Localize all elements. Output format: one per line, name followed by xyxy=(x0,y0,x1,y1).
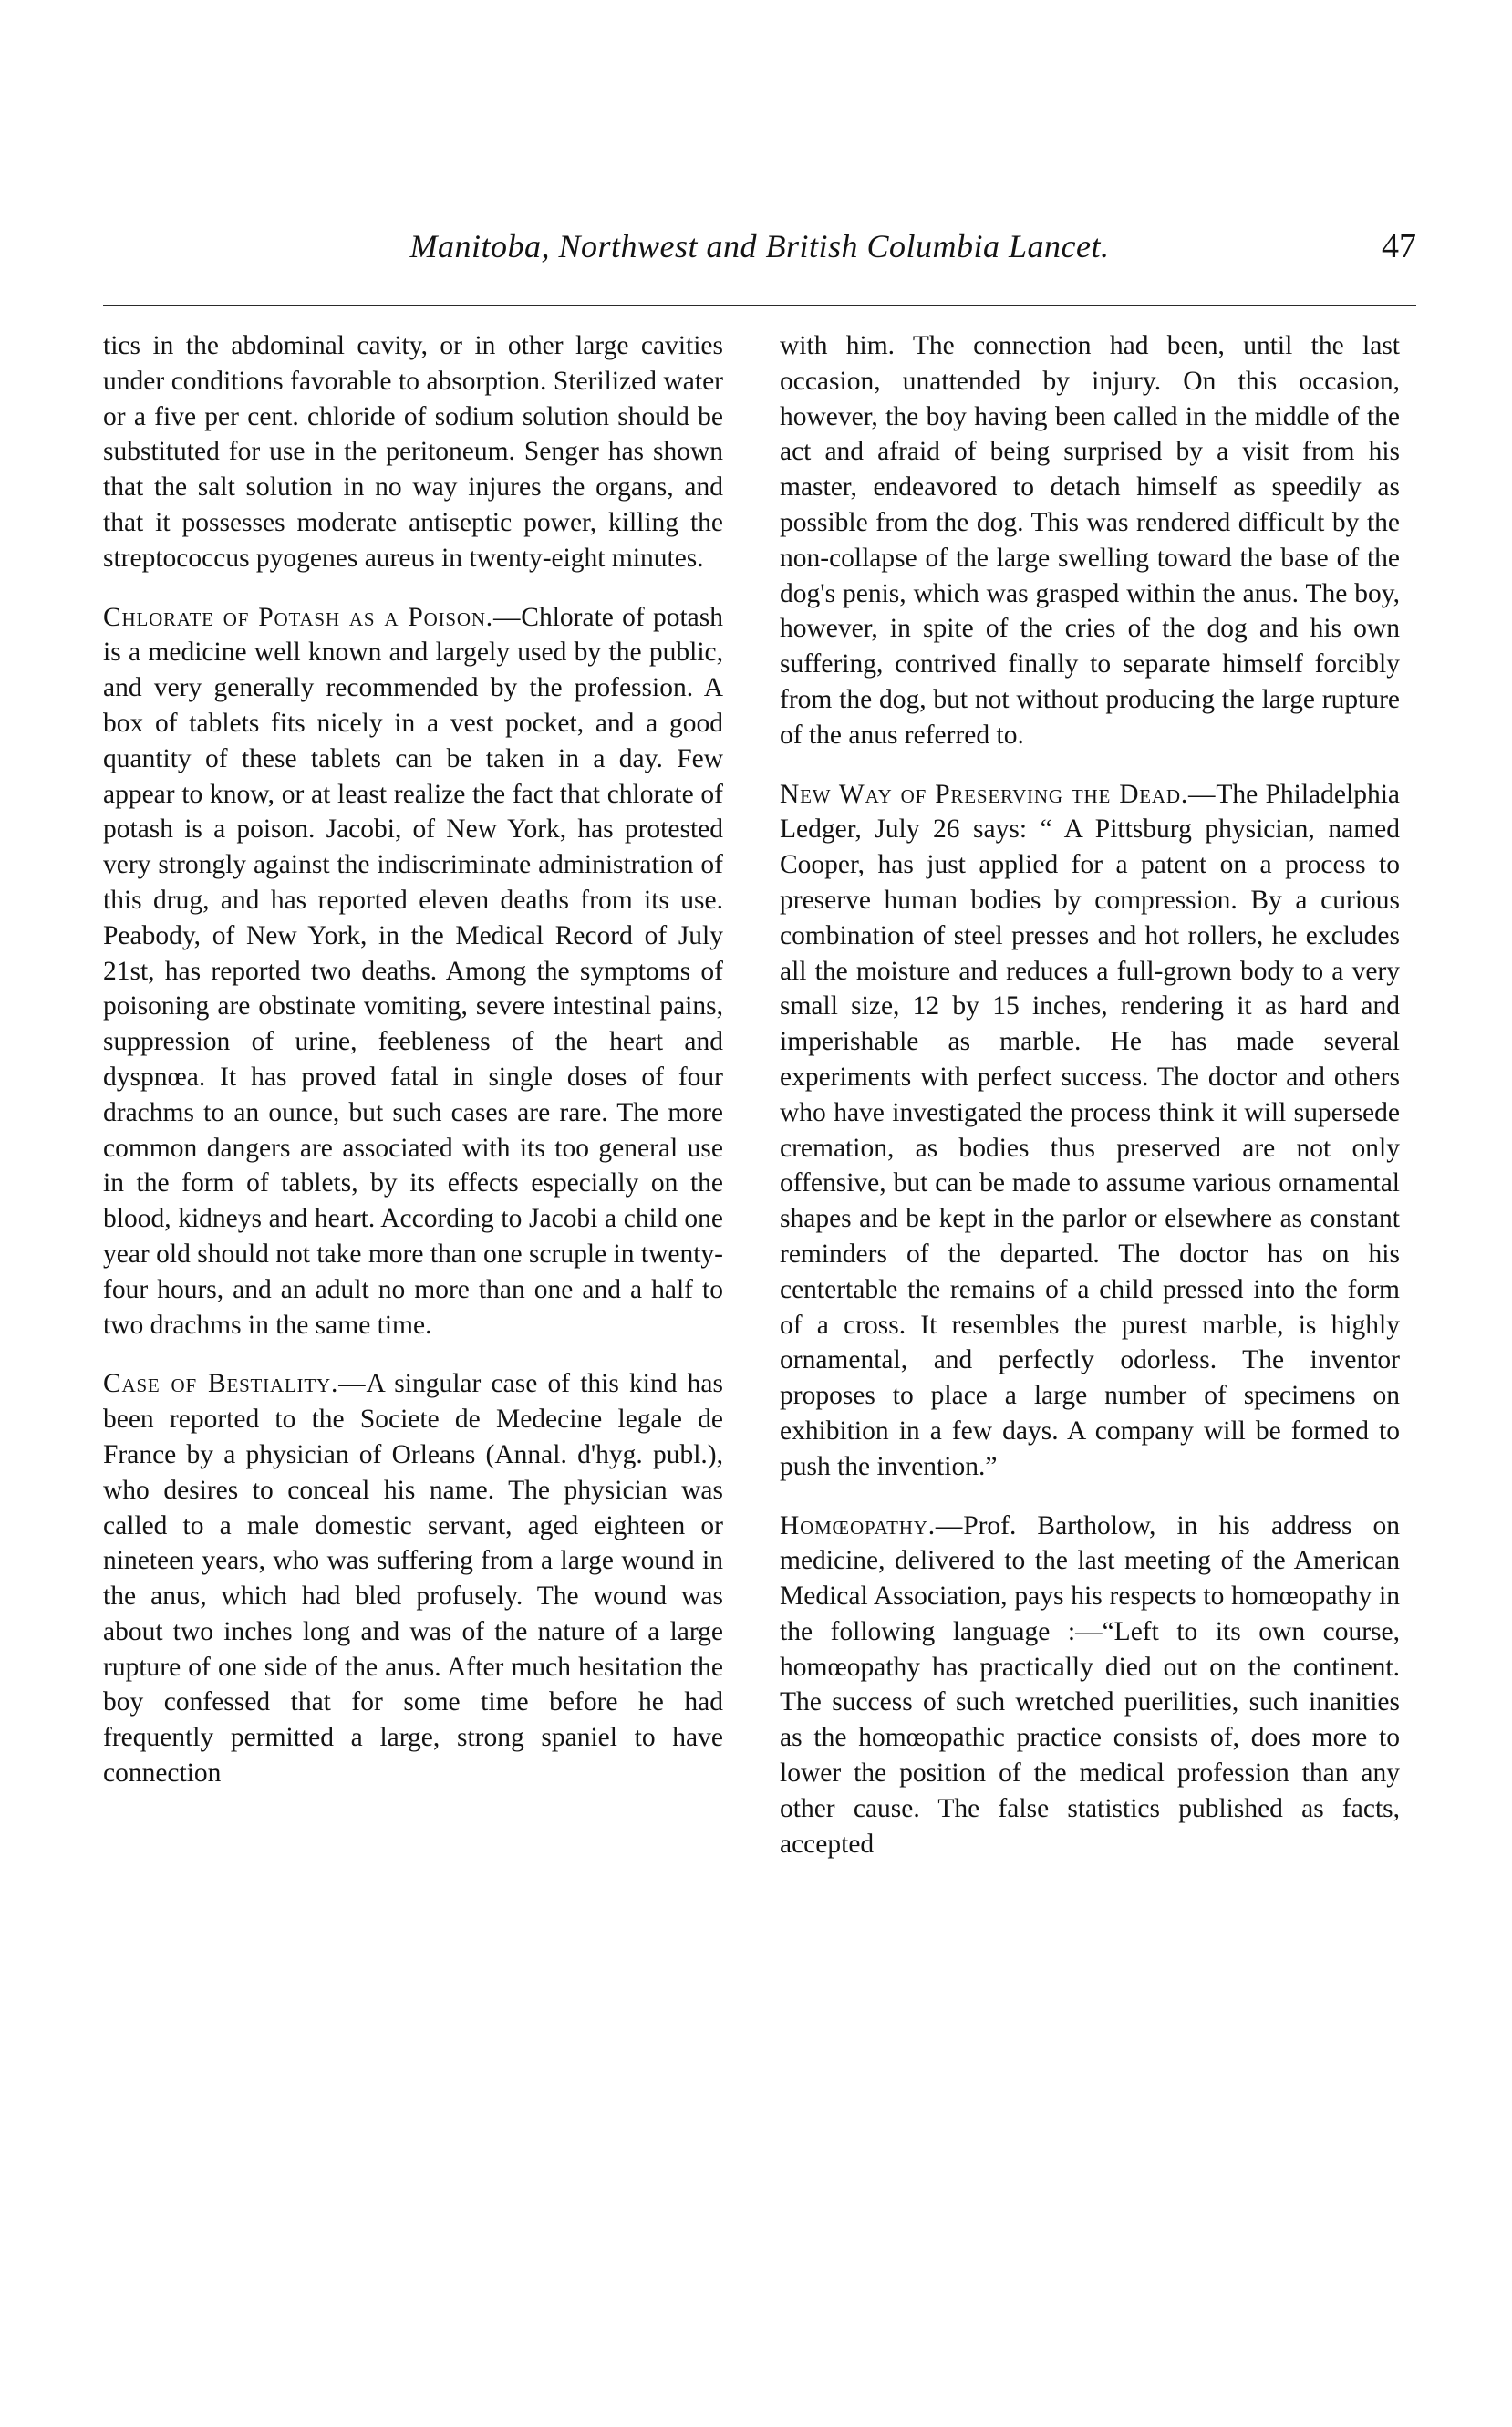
paragraph-text: Prof. Bartholow, in his address on medicine, delivered to the last meeting of the American Medical Association, pays his respects to homœopathy in the following language :—“Left to its own course, homœopathy has practically died out on the continent. The success of such wretched puerilities, such inanities as the homœopathic practice consists of, does more to lower the position of the medical profession than any other cause. The false statistics published as facts, accepted xyxy=(780,1510,1400,1859)
header-rule xyxy=(103,305,1416,306)
paragraph-text: with him. The connection had been, until the last occasion, unattended by injury. On this occasion, however, the boy having been called in the middle of the act and afraid of being surprised by a visit from his master, endeavored to detach himself as speedily as possible from the dog. This was rendered difficult by the non-collapse of the large swelling toward the base of the dog's penis, which was grasped within the anus. The boy, however, in spite of the cries of the dog and his own suffering, contrived finally to separate himself forcibly from the dog, but not without producing the large rupture of the anus referred to. xyxy=(780,331,1400,750)
right-column xyxy=(780,328,1400,1885)
article-new-way-of-preserving-the-dead xyxy=(780,777,1400,1485)
article-heading: Case of Bestiality.— xyxy=(103,1369,367,1399)
left-column xyxy=(103,328,723,1815)
paragraph-continued xyxy=(103,328,723,576)
article-heading: New Way of Preserving the Dead.— xyxy=(780,779,1217,809)
paragraph-text: Chlorate of potash is a medicine well known and largely used by the public, and very generally recommended by the profession. A box of tablets fits nicely in a vest pocket, and a good quantity of these tablets can be taken in a day. Few appear to know, or at least realize the fact that chlorate of potash is a poison. Jacobi, of New York, has protested very strongly against the indiscriminate administration of this drug, and has reported eleven deaths from its use. Peabody, of New York, in the Medical Record of July 21st, has reported two deaths. Among the symptoms of poisoning are obstinate vomiting, severe intestinal pains, suppression of urine, feebleness of the heart and dyspnœa. It has proved fatal in single doses of four drachms to an ounce, but such cases are rare. The more common dangers are associated with its too general use in the form of tablets, by its effects especially on the blood, kidneys and heart. According to Jacobi a child one year old should not take more than one scruple in twenty-four hours, and an adult no more than one and a half to two drachms in the same time. xyxy=(103,602,723,1340)
article-case-of-bestiality xyxy=(103,1366,723,1791)
article-chlorate-of-potash xyxy=(103,600,723,1343)
article-heading: Chlorate of Potash as a Poison.— xyxy=(103,602,522,632)
article-heading: Homœopathy.— xyxy=(780,1510,964,1540)
paragraph-text: The Philadelphia Ledger, July 26 says: “ A Pittsburg physician, named Cooper, has just applied for a patent on a process to preserve human bodies by compression. By a curious combination of steel presses and hot rollers, he excludes all the moisture and reduces a full-grown body to a very small size, 12 by 15 inches, rendering it as hard and imperishable as marble. He has made several experiments with perfect success. The doctor and others who have investigated the process think it will supersede cremation, as bodies thus preserved are not only offensive, but can be made to assume various ornamental shapes and be kept in the parlor or elsewhere as constant reminders of the departed. The doctor has on his centertable the remains of a child pressed into the form of a cross. It resembles the purest marble, is highly ornamental, and perfectly odorless. The inventor proposes to place a large number of specimens on exhibition in a few days. A company will be formed to push the invention.” xyxy=(780,779,1400,1481)
paragraph-continued xyxy=(780,328,1400,753)
running-title: Manitoba, Northwest and British Columbia Lancet. xyxy=(409,228,1110,264)
page-number: 47 xyxy=(1382,227,1416,265)
article-homoeopathy xyxy=(780,1509,1400,1862)
paragraph-text: tics in the abdominal cavity, or in other large cavities under conditions favorable to absorption. Sterilized water or a five per cent. chloride of sodium solution should be substituted for use in the peritoneum. Senger has shown that the salt solution in no way injures the organs, and that it possesses moderate antiseptic power, killing the streptococcus pyogenes aureus in twenty-eight minutes. xyxy=(103,331,723,573)
paragraph-text: A singular case of this kind has been reported to the Societe de Medecine legale de France by a physician of Orleans (Annal. d'hyg. publ.), who desires to conceal his name. The physician was called to a male domestic servant, aged eighteen or nineteen years, who was suffering from a large wound in the anus, which had bled profusely. The wound was about two inches long and was of the nature of a large rupture of one side of the anus. After much hesitation the boy confessed that for some time before he had frequently permitted a large, strong spaniel to have connection xyxy=(103,1369,723,1789)
page-header xyxy=(103,226,1416,281)
